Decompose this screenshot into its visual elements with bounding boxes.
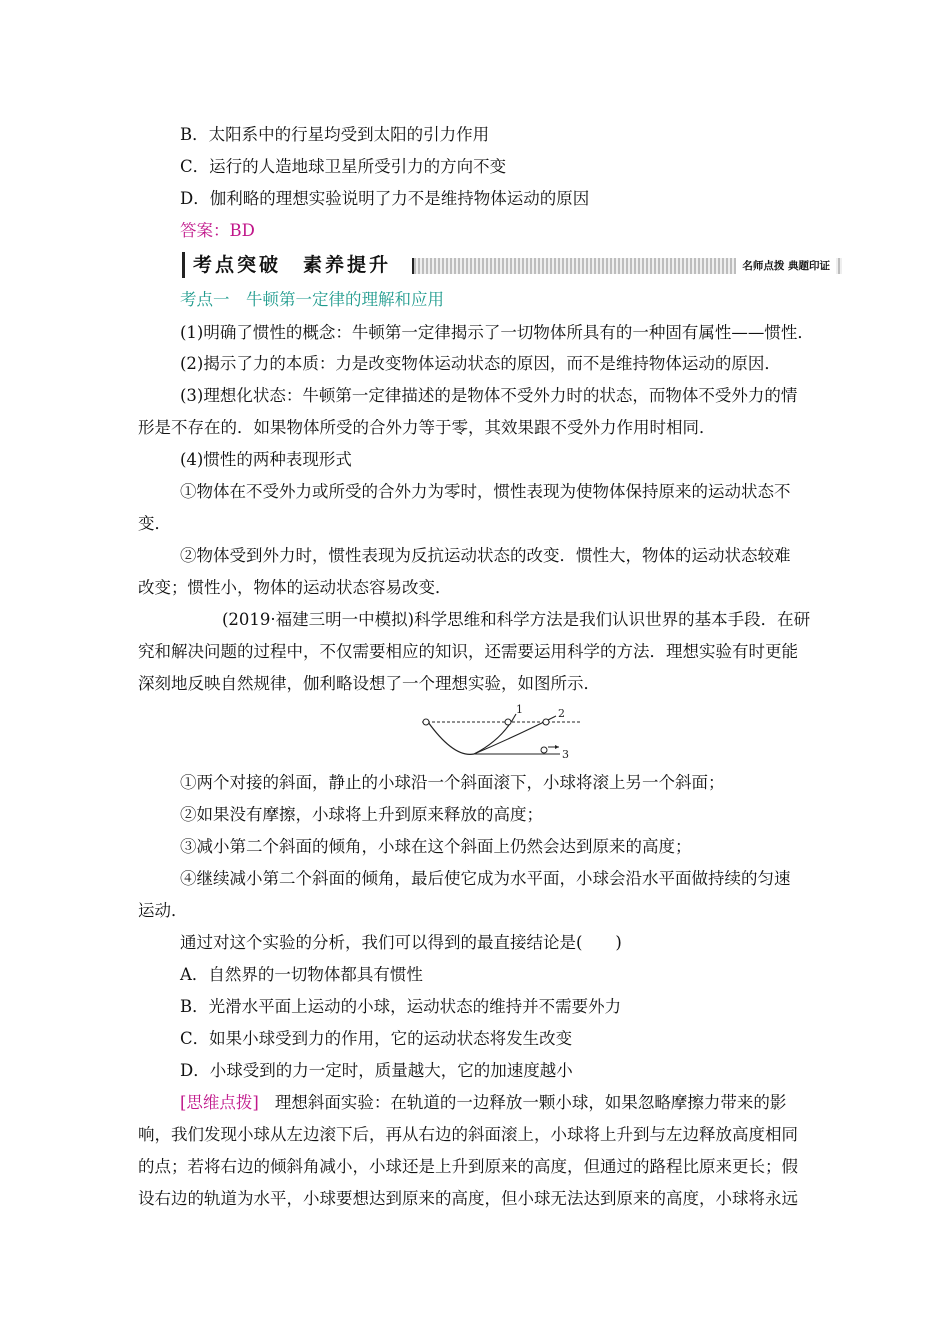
- ball-3: [541, 747, 547, 753]
- point-4a: ①物体在不受外力或所受的合外力为零时，惯性表现为使物体保持原来的运动状态不: [180, 482, 791, 501]
- incline-experiment-figure: [412, 700, 592, 760]
- example-intro-3: 深刻地反映自然规律，伽利略设想了一个理想实验，如图所示．: [138, 674, 600, 693]
- thinking-text-1: 理想斜面实验：在轨道的一边释放一颗小球，如果忽略摩擦力带来的影: [274, 1093, 787, 1112]
- ball-start: [423, 719, 429, 725]
- arrow-head-icon: [555, 745, 559, 749]
- point-4a-cont: 变．: [138, 514, 171, 533]
- thinking-line-2: 响，我们发现小球从左边滚下后，再从右边的斜面滚上，小球将上升到与左边释放高度相同: [138, 1125, 798, 1144]
- step-2: ②如果没有摩擦，小球将上升到原来释放的高度；: [180, 805, 543, 824]
- step-3: ③减小第二个斜面的倾角，小球在这个斜面上仍然会达到原来的高度；: [180, 837, 692, 856]
- ball-1: [505, 719, 511, 725]
- point-4b-cont: 改变；惯性小，物体的运动状态容易改变．: [138, 578, 452, 597]
- point-2: (2)揭示了力的本质：力是改变物体运动状态的原因，而不是维持物体运动的原因．: [180, 354, 781, 373]
- section-title: 考点突破 素养提升: [182, 252, 391, 278]
- point-3-cont: 形是不存在的．如果物体所受的合外力等于零，其效果跟不受外力作用时相同．: [138, 418, 716, 437]
- label-2: 2: [558, 707, 565, 720]
- step-1: ①两个对接的斜面，静止的小球沿一个斜面滚下，小球将滚上另一个斜面；: [180, 773, 725, 792]
- thinking-line-3: 的点；若将右边的倾斜角减小，小球还是上升到原来的高度，但通过的路程比原来更长；假: [138, 1157, 798, 1176]
- label-1: 1: [516, 703, 523, 716]
- left-incline: [428, 722, 474, 754]
- step-4-cont: 运动．: [138, 901, 188, 920]
- thinking-label: [思维点拨]: [180, 1093, 259, 1112]
- section-subtitle: 名师点拨 典题印证: [736, 258, 836, 274]
- example-intro-2: 究和解决问题的过程中，不仅需要相应的知识，还需要运用科学的方法．理想实验有时更能: [138, 642, 798, 661]
- point-4: (4)惯性的两种表现形式: [180, 450, 352, 469]
- option-d: D．伽利略的理想实验说明了力不是维持物体运动的原因: [180, 189, 590, 208]
- label-3: 3: [562, 748, 569, 760]
- question-stem: 通过对这个实验的分析，我们可以得到的最直接结论是( ): [180, 933, 622, 952]
- point-1: (1)明确了惯性的概念：牛顿第一定律揭示了一切物体所具有的一种固有属性——惯性．: [180, 323, 814, 342]
- step-4: ④继续减小第二个斜面的倾角，最后使它成为水平面，小球会沿水平面做持续的匀速: [180, 869, 791, 888]
- kaodian-title: 考点一 牛顿第一定律的理解和应用: [180, 290, 444, 309]
- option-b: B．太阳系中的行星均受到太阳的引力作用: [180, 125, 490, 144]
- choice-d: D．小球受到的力一定时，质量越大，它的加速度越小: [180, 1061, 573, 1080]
- thinking-line-4: 设右边的轨道为水平，小球要想达到原来的高度，但小球无法达到原来的高度，小球将永远: [138, 1189, 798, 1208]
- choice-b: B．光滑水平面上运动的小球，运动状态的维持并不需要外力: [180, 997, 622, 1016]
- option-c: C．运行的人造地球卫星所受引力的方向不变: [180, 157, 507, 176]
- section-header: [180, 250, 840, 280]
- thinking-line-1: [180, 1091, 786, 1115]
- answer: 答案：BD: [180, 221, 255, 240]
- choice-c: C．如果小球受到力的作用，它的运动状态将发生改变: [180, 1029, 573, 1048]
- choice-a: A．自然界的一切物体都具有惯性: [180, 965, 423, 984]
- ball-2: [543, 719, 549, 725]
- point-3: (3)理想化状态：牛顿第一定律描述的是物体不受外力时的状态，而物体不受外力的情: [180, 386, 798, 405]
- point-4b: ②物体受到外力时，惯性表现为反抗运动状态的改变．惯性大，物体的运动状态较难: [180, 546, 791, 565]
- example-intro-1: (2019·福建三明一中模拟)科学思维和科学方法是我们认识世界的基本手段．在研: [222, 610, 811, 629]
